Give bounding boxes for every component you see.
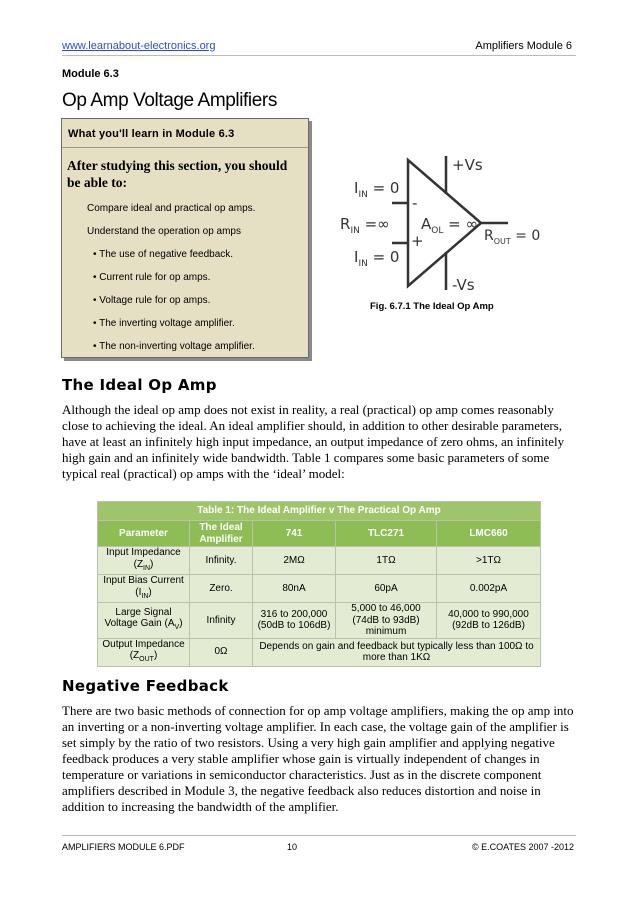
table-cell: 2MΩ <box>253 547 336 575</box>
table-cell: 5,000 to 46,000 (74dB to 93dB) minimum <box>336 603 437 639</box>
comparison-table <box>97 501 541 667</box>
table-row <box>98 603 541 639</box>
table-cell: Infinity <box>190 603 253 639</box>
inverting-sign: - <box>412 194 418 212</box>
learn-box-heading: What you'll learn in Module 6.3 <box>68 128 235 140</box>
module-label: Module 6.3 <box>62 68 119 80</box>
row-label: Output Impedance $(Z_{OUT})$ <box>98 638 190 666</box>
negative-feedback-heading: Negative Feedback <box>62 677 229 695</box>
table-cell: 316 to 200,000 (50dB to 106dB) <box>253 603 336 639</box>
page-number: 10 <box>287 842 298 852</box>
footer-divider <box>62 835 576 836</box>
table-caption-row <box>98 502 541 521</box>
column-header: TLC271 <box>336 521 437 547</box>
table-cell: Zero. <box>190 575 253 603</box>
negative-feedback-paragraph: There are two basic methods of connection for op amp voltage amplifiers, making the op amp into an inverting or a non-inverting voltage amplifier. In each case, the voltage gain of the amplifier is set simply by the ratio of two resistors. Using a very high gain amplifier and applying negative feedback produces a very stable amplifier whose gain is virtually independent of changes in temperature or variations in semiconductor characteristics. Just as in the discrete component amplifiers described in Module 3, the negative feedback also reduces distortion and noise in addition to increasing the bandwidth of the amplifier. <box>62 703 574 814</box>
table-cell: 60pA <box>336 575 437 603</box>
table-caption: Table 1: The Ideal Amplifier v The Practical Op Amp <box>98 502 541 521</box>
header-divider <box>62 55 576 56</box>
rin-label: $R_{IN}$ =∞ <box>340 215 390 236</box>
page-title: Op Amp Voltage Amplifiers <box>62 90 277 111</box>
column-header: LMC660 <box>437 521 541 547</box>
table-cell: 40,000 to 990,000 (92dB to 126dB) <box>437 603 541 639</box>
table-cell: 1TΩ <box>336 547 437 575</box>
footer-document-name: AMPLIFIERS MODULE 6.PDF <box>62 842 185 852</box>
table-cell: 80nA <box>253 575 336 603</box>
objective-item: Understand the operation op amps <box>87 226 241 237</box>
table-cell: Infinity. <box>190 547 253 575</box>
table-row <box>98 575 541 603</box>
noninverting-sign: + <box>411 232 424 250</box>
objective-item: • Voltage rule for op amps. <box>93 295 211 306</box>
footer-copyright: © E.COATES 2007 -2012 <box>471 842 574 852</box>
objective-item: Compare ideal and practical op amps. <box>87 203 256 214</box>
table-header-row <box>98 521 541 547</box>
column-header: 741 <box>253 521 336 547</box>
table-cell: 0.002pA <box>437 575 541 603</box>
objective-item: • The use of negative feedback. <box>93 249 234 260</box>
table-cell: >1TΩ <box>437 547 541 575</box>
iin-top-label: $I_{IN} = 0$ <box>354 179 400 200</box>
objective-item: • The inverting voltage amplifier. <box>93 318 235 329</box>
table-row <box>98 547 541 575</box>
column-header: The Ideal Amplifier <box>190 521 253 547</box>
minus-vs-label: -Vs <box>452 276 475 294</box>
row-label: Input Bias Current $(I_{IN})$ <box>98 575 190 603</box>
iin-bottom-label: $I_{IN} = 0$ <box>354 248 400 269</box>
ideal-op-amp-heading: The Ideal Op Amp <box>62 376 217 394</box>
site-link[interactable]: www.learnabout-electronics.org <box>62 40 216 52</box>
column-header: Parameter <box>98 521 190 547</box>
objective-item: • Current rule for op amps. <box>93 272 211 283</box>
row-label: Large Signal Voltage Gain $(A_V)$ <box>98 603 190 639</box>
rout-label: $R_{OUT} = 0$ <box>484 228 541 246</box>
table-row <box>98 638 541 666</box>
ideal-op-amp-figure <box>336 148 556 298</box>
plus-vs-label: +Vs <box>452 156 483 174</box>
ideal-op-amp-paragraph: Although the ideal op amp does not exist in reality, a real (practical) op amp comes reasonably close to achieving the ideal. An ideal amplifier should, in addition to other desirable parameters, have at least an infinitely high input impedance, an output impedance of zero ohms, an infinitely high gain and an infinitely wide bandwidth. Table 1 compares some basic parameters of some typical real (practical) op amps with the ‘ideal’ model: <box>62 402 565 481</box>
header-module-title: Amplifiers Module 6 <box>475 40 572 52</box>
table-cell: 0Ω <box>190 638 253 666</box>
objective-item: • The non-inverting voltage amplifier. <box>93 341 255 352</box>
row-label: Input Impedance $(Z_{IN})$ <box>98 547 190 575</box>
table-cell: Depends on gain and feedback but typically less than 100Ω to more than 1KΩ <box>253 638 541 666</box>
aol-label: $A_{OL}$ = ∞ <box>421 215 478 236</box>
learning-objectives-box <box>61 118 309 358</box>
figure-caption: Fig. 6.7.1 The Ideal Op Amp <box>370 301 494 312</box>
learn-box-intro: After studying this section, you should be able to: <box>67 158 288 190</box>
learn-box-divider <box>62 147 308 148</box>
